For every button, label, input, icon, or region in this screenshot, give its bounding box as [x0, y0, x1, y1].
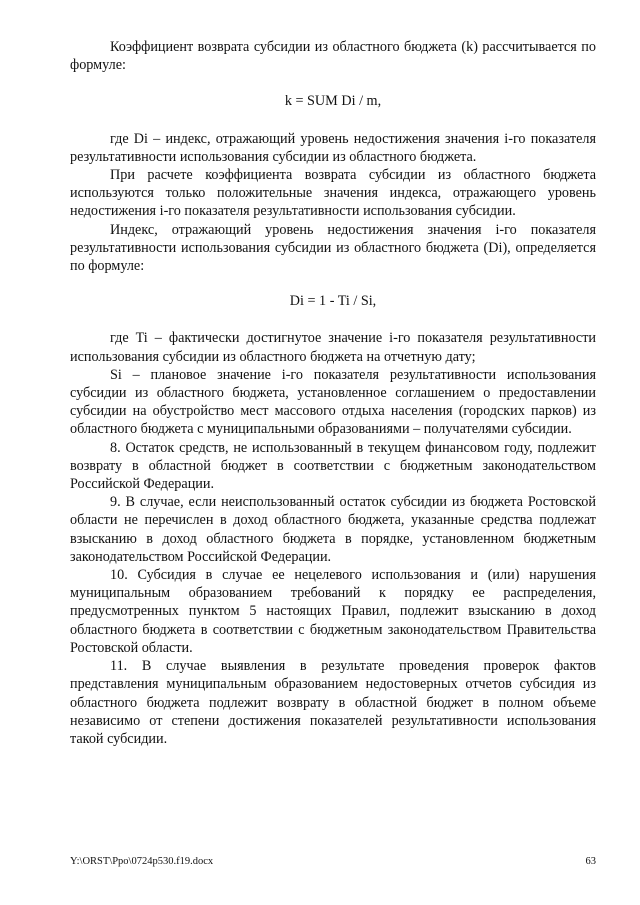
paragraph-di-definition: где Di – индекс, отражающий уровень недостижения значения i-го показателя результативности использования субсидии из областного бюджета.	[70, 130, 596, 165]
footer-file-path: Y:\ORST\Ppo\0724p530.f19.docx	[70, 856, 214, 867]
paragraph-coefficient-intro: Коэффициент возврата субсидии из областного бюджета (k) рассчитывается по формуле:	[70, 39, 596, 74]
paragraph-positive-values: При расчете коэффициента возврата субсидии из областного бюджета используются только положительные значения индекса, отражающего уровень недостижения i-го показателя результативности использования субсидии.	[70, 167, 596, 220]
page-footer	[70, 856, 596, 868]
paragraph-item-8: 8. Остаток средств, не использованный в текущем финансовом году, подлежит возврату в областной бюджет в соответствии с бюджетным законодательством Российской Федерации.	[70, 439, 596, 493]
paragraph-ti-definition: где Ti – фактически достигнутое значение i-го показателя результативности использования субсидии из областного бюджета на отчетную дату;	[70, 330, 596, 365]
paragraph-si-definition: Si – плановое значение i-го показателя результативности использования субсидии из областного бюджета, установленное соглашением о предоставлении субсидии на обустройство мест массового отдыха населения (городских парков) из областного бюджета с муниципальными образованиями – получателями субсидии.	[70, 366, 596, 438]
paragraph-item-11: 11. В случае выявления в результате проведения проверок фактов представления муниципальным образованием недостоверных отчетов субсидия из областного бюджета подлежит возврату в областной бюджет в полном объеме независимо от степени достижения показателей результативности использования такой субсидии.	[70, 658, 596, 747]
paragraph-index-intro: Индекс, отражающий уровень недостижения значения i-го показателя результативности использования субсидии из областного бюджета (Di), определяется по формуле:	[70, 221, 596, 275]
formula-k: k = SUM Di / m,	[284, 93, 382, 110]
document-body	[70, 38, 596, 748]
formula-di: Di = 1 - Ti / Si,	[289, 293, 377, 310]
paragraph-item-9: 9. В случае, если неиспользованный остаток субсидии из бюджета Ростовской области не перечислен в доход областного бюджета, указанные средства подлежат взысканию в доход областного бюджета в порядке, установленном бюджетным законодательством Российской Федерации.	[70, 494, 596, 565]
paragraph-item-10: 10. Субсидия в случае ее нецелевого использования и (или) нарушения муниципальным образованием требований к порядку ее распределения, предусмотренных пунктом 5 настоящих Правил, подлежит взысканию в доход областного бюджета в соответствии с бюджетным законодательством Правительства Ростовской области.	[70, 567, 596, 656]
footer-page-number: 63	[585, 856, 596, 867]
